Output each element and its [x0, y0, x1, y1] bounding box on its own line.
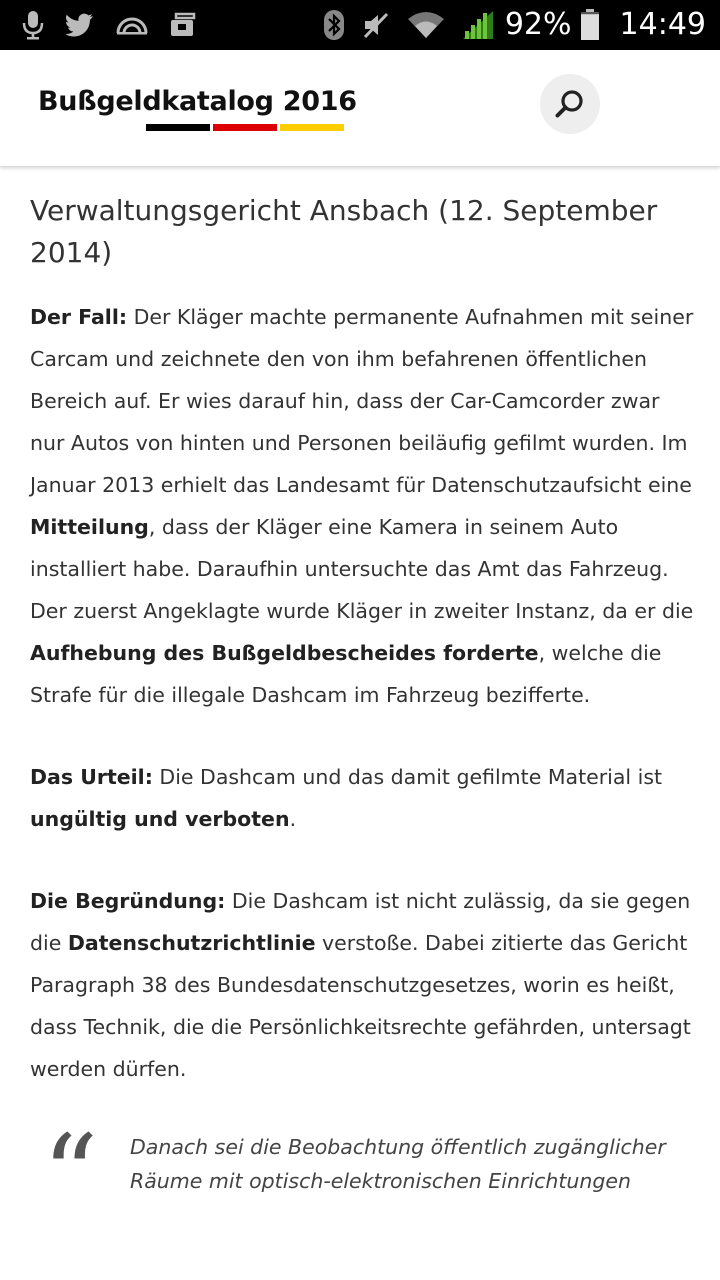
urteil-text-2: .: [289, 807, 297, 831]
paragraph-begruendung: [30, 880, 695, 1090]
flag-stripe-gold: [280, 124, 344, 131]
microphone-icon: [22, 10, 44, 40]
paragraph-urteil: [30, 756, 695, 840]
label-begruendung: Die Begründung:: [30, 889, 226, 913]
flag-stripe-black: [146, 124, 210, 131]
wifi-icon: [407, 11, 445, 39]
site-logo[interactable]: [38, 86, 358, 136]
signal-arc-icon: [116, 15, 148, 35]
begruendung-text-2: verstoße. Dabei zitierte das Gericht Paragraph 38 des Bundesdatenschutzgesetzes, worin es heißt, dass Technik, die die Persönlichkeitsrechte gefährden, untersagt werden dürfen.: [30, 931, 691, 1081]
urteil-text-1: Die Dashcam und das damit gefilmte Material ist: [152, 765, 663, 789]
twitter-icon: [66, 13, 94, 37]
article-content: [30, 190, 695, 1239]
article-title: Verwaltungsgericht Ansbach (12. September 2014): [30, 194, 658, 269]
fall-text-3: , welche die Strafe für die illegale Dashcam im Fahrzeug bezifferte.: [30, 641, 662, 707]
search-button[interactable]: [540, 74, 600, 134]
paragraph-fall: [30, 296, 695, 716]
fall-text-2: , dass der Kläger eine Kamera in seinem Auto installiert habe. Daraufhin untersuchte das Amt das Fahrzeug. Der zuerst Angeklagte wurde Kläger in zweiter Instanz, da er die: [30, 515, 694, 623]
quote-mark-icon: “: [42, 1111, 99, 1239]
flag-stripe-red: [213, 124, 277, 131]
fall-bold-1: Mitteilung: [30, 515, 149, 539]
briefcase-icon: [170, 12, 196, 38]
german-flag-stripe: [146, 124, 347, 131]
bluetooth-icon: [323, 9, 345, 41]
quote-text: Danach sei die Beobachtung öffentlich zugänglicher Räume mit optisch-elektronischen Einrichtungen: [130, 1135, 666, 1193]
label-fall: Der Fall:: [30, 305, 128, 329]
blockquote: [30, 1111, 695, 1239]
mute-icon: [361, 10, 391, 40]
fall-text-1: Der Kläger machte permanente Aufnahmen mit seiner Carcam und zeichnete den von ihm befahrenen öffentlichen Bereich auf. Er wies darauf hin, dass der Car-Camcorder zwar nur Autos von hinten und Personen beiläufig gefilmt wurden. Im Januar 2013 erhielt das Landesamt für Datenschutzaufsicht eine: [30, 305, 694, 497]
status-bar: [0, 0, 720, 50]
fall-bold-2: Aufhebung des Bußgeldbescheides forderte: [30, 641, 539, 665]
clock-time: 14:49: [619, 7, 706, 42]
logo-text: Bußgeldkatalog 2016: [38, 86, 357, 117]
cell-signal-icon: [461, 9, 495, 41]
status-bar-right: [307, 9, 706, 41]
begruendung-bold-1: Datenschutzrichtlinie: [67, 931, 316, 955]
battery-icon: [580, 9, 600, 41]
search-icon: [554, 88, 586, 120]
battery-percent: 92%: [504, 7, 572, 42]
status-bar-left: [22, 10, 218, 40]
begruendung-text-1: Die Dashcam ist nicht zulässig, da sie gegen die: [30, 889, 691, 955]
label-urteil: Das Urteil:: [30, 765, 153, 789]
site-header: [0, 50, 720, 167]
urteil-bold-1: ungültig und verboten: [30, 807, 290, 831]
